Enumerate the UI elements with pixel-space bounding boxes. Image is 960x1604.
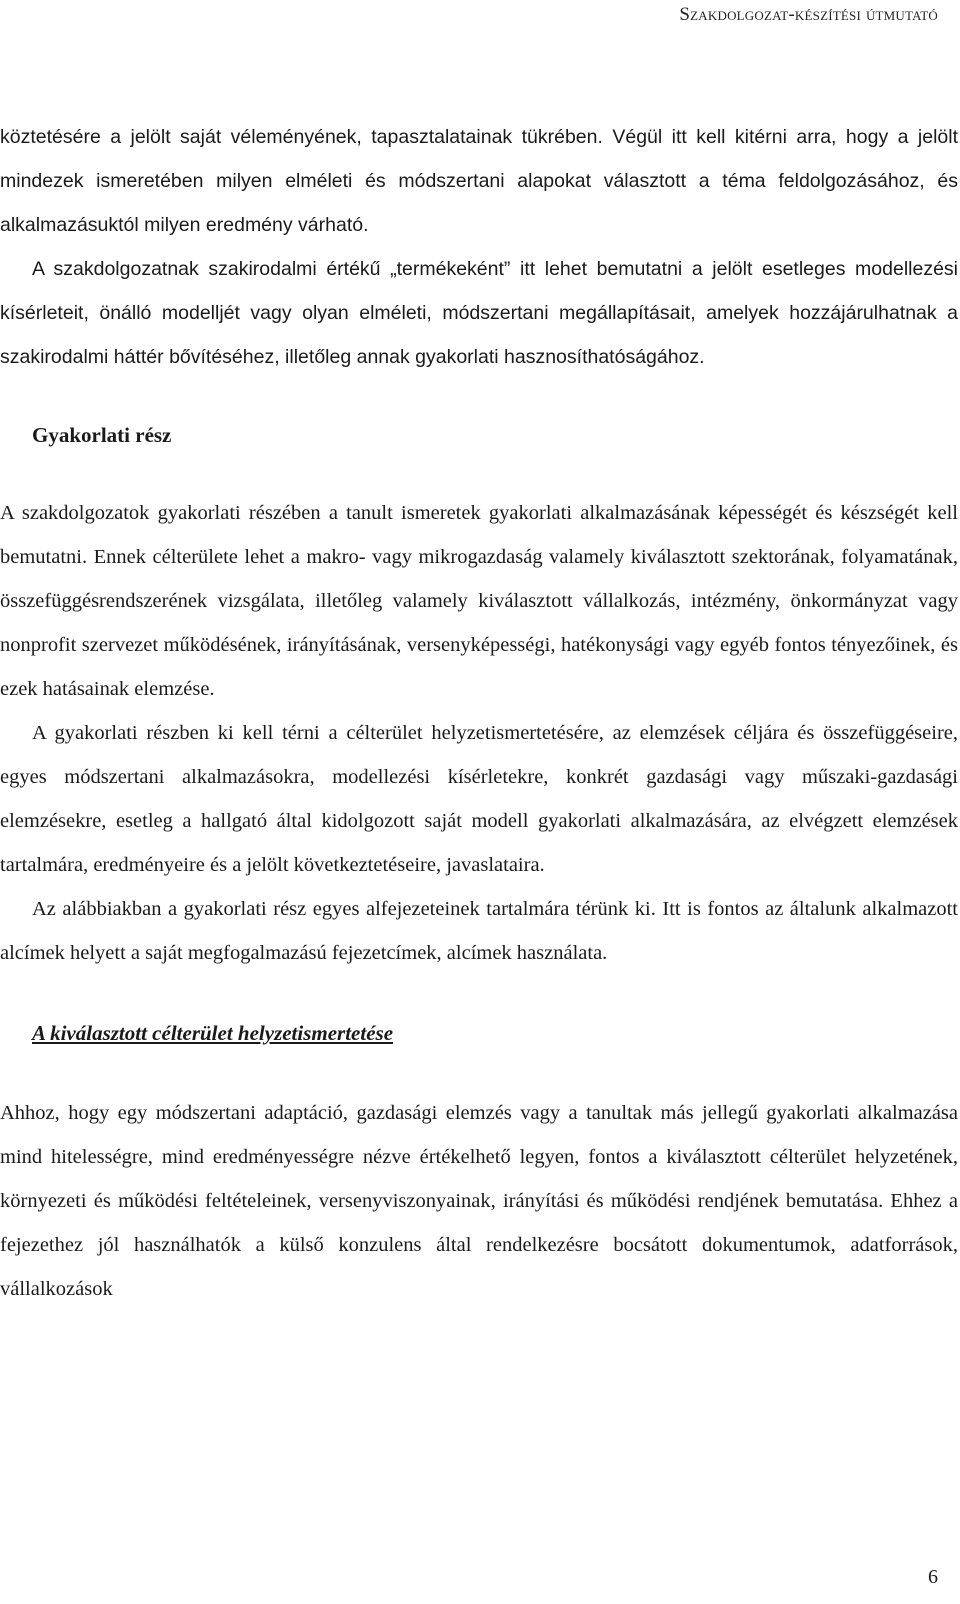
page-body bbox=[0, 115, 958, 1311]
paragraph-practical-part-scope: A gyakorlati részben ki kell térni a célterület helyzetismertetésére, az elemzések céljára és összefüggéseire, egyes módszertani alkalmazásokra, modellezési kísérletekre, konkrét gazdasági vagy műszaki-gazdasági elemzésekre, esetleg a hallgató által kidolgozott saját modell gyakorlati alkalmazására, az elvégzett elemzések tartalmára, eredményeire és a jelölt következtetéseire, javaslataira. bbox=[0, 722, 958, 876]
paragraph-practical-part-aim: A szakdolgozatok gyakorlati részében a tanult ismeretek gyakorlati alkalmazásának képességét és készségét kell bemutatni. Ennek célterülete lehet a makro- vagy mikrogazdaság valamely kiválasztott szektorának, folyamatának, összefüggésrendszerének vizsgálata, illetőleg valamely kiválasztott vállalkozás, intézmény, önkormányzat vagy nonprofit szervezet működésének, irányításának, versenyképességi, hatékonysági vagy egyéb fontos tényezőinek, és ezek hatásainak elemzése. bbox=[0, 502, 958, 700]
subsection-title-target-area: A kiválasztott célterület helyzetismertetése bbox=[32, 1021, 394, 1045]
running-header: Szakdolgozat-készítési útmutató bbox=[679, 4, 938, 25]
section-title-practical-part: Gyakorlati rész bbox=[32, 423, 172, 447]
page-number: 6 bbox=[928, 1566, 938, 1588]
paragraph-intro-continuation: köztetésére a jelölt saját véleményének, tapasztalatainak tükrében. Végül itt kell kitérni arra, hogy a jelölt mindezek ismeretében milyen elméleti és módszertani alapokat választott a téma feldolgozásához, és alkalmazásuktól milyen eredmény várható. bbox=[0, 126, 958, 236]
paragraph-target-area-description: Ahhoz, hogy egy módszertani adaptáció, gazdasági elemzés vagy a tanultak más jellegű gyakorlati alkalmazása mind hitelességre, mind eredményességre nézve értékelhető legyen, fontos a kiválasztott célterület helyzetének, környezeti és működési feltételeinek, versenyviszonyainak, irányítási és működési rendjének bemutatása. Ehhez a fejezethez jól használhatók a külső konzulens által rendelkezésre bocsátott dokumentumok, adatforrások, vállalkozások bbox=[0, 1102, 958, 1300]
paragraph-subchapter-intro: Az alábbiakban a gyakorlati rész egyes alfejezeteinek tartalmára térünk ki. Itt is fontos az általunk alkalmazott alcímek helyett a saját megfogalmazású fejezetcímek, alcímek használata. bbox=[0, 898, 958, 964]
paragraph-literature-value: A szakdolgozatnak szakirodalmi értékű „termékeként” itt lehet bemutatni a jelölt esetleges modellezési kísérleteit, önálló modelljét vagy olyan elméleti, módszertani megállapításait, amelyek hozzájárulhatnak a szakirodalmi háttér bővítéséhez, illetőleg annak gyakorlati hasznosíthatóságához. bbox=[0, 258, 958, 368]
